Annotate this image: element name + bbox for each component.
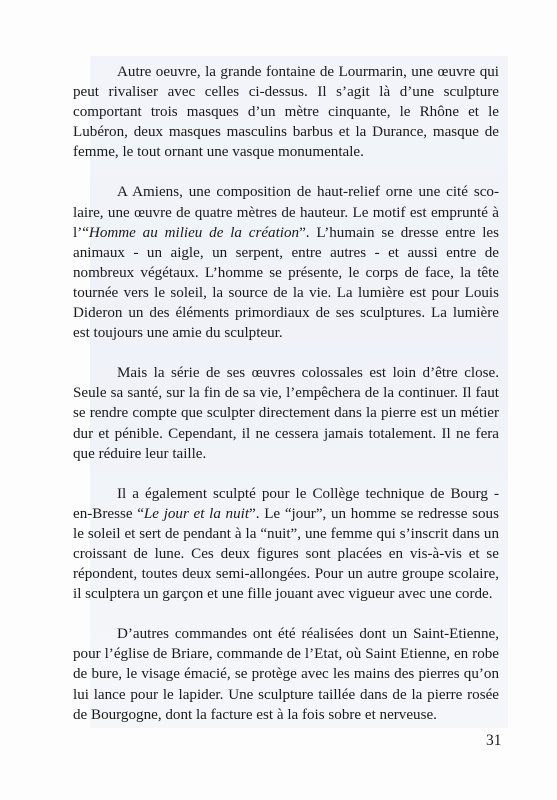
text-run: ”. Le “jour”, un homme se redresse sous le soleil et sert de pendant à la “nuit”, une femme qui s’inscrit dans un croissant de lune. Ces deux figures sont placées en vis-à-vis et se répondent, toutes deux semi-allongées. Pour un autre groupe scolaire, il sculptera un garçon et une fille jouant avec vigueur avec une corde. (73, 505, 499, 603)
paragraph-oeuvres-colossales (73, 363, 499, 463)
artwork-title: Homme au milieu de la création (88, 224, 300, 241)
body-text (73, 62, 499, 725)
text-run: Il a également sculpté pour le Collège technique de Bourg - en-Bresse “ (73, 485, 499, 522)
paragraph-amiens (73, 182, 499, 343)
paragraph-fontaine-lourmarin (73, 62, 499, 162)
artwork-title: Le jour et la nuit (143, 505, 250, 522)
text-run: D’autres commandes ont été réalisées dont un Saint-Etienne, pour l’église de Briare, commande de l’Etat, où Saint Etienne, en robe de bure, le visage émacié, se protège avec les mains des pierres qu’on lui lance pour le lapider. Une sculpture taillée dans de la pierre rosée de Bourgogne, dont la facture est à la fois sobre et nerveuse. (73, 626, 499, 723)
paragraph-saint-etienne (73, 624, 499, 724)
page-number: 31 (486, 732, 502, 749)
text-run: ”. L’humain se dresse entre les animaux - un aigle, un serpent, entre autres - et aussi entre de nombreux végétaux. L’homme se présente, le corps de face, la tête tournée vers le soleil, la source de la vie. La lumière est pour Louis Dideron un des éléments primordiaux de ses sculptures. La lumière est toujours une amie du sculpteur. (73, 224, 500, 342)
text-run: Mais la série de ses œuvres colossales est loin d’être close. Seule sa santé, sur la fin de sa vie, l’empêchera de la continuer. Il faut se rendre compte que sculpter directement dans la pierre est un métier dur et pénible. Cependant, il ne cessera jamais totalement. Il ne fera que réduire leur taille. (73, 365, 499, 462)
paragraph-bourg-en-bresse (73, 484, 499, 605)
text-run: A Amiens, une composition de haut-relief orne une cité scolaire, une œuvre de quatre mètres de hauteur. Le motif est emprunté à l’“ (73, 184, 499, 241)
text-run: Autre oeuvre, la grande fontaine de Lourmarin, une œuvre qui peut rivaliser avec celles ci-dessus. Il s’agit là d’une sculpture comportant trois masques d’un mètre cinquante, le Rhône et le Lubéron, deux masques masculins barbus et la Durance, masque de femme, le tout ornant une vasque monumentale. (73, 64, 499, 161)
